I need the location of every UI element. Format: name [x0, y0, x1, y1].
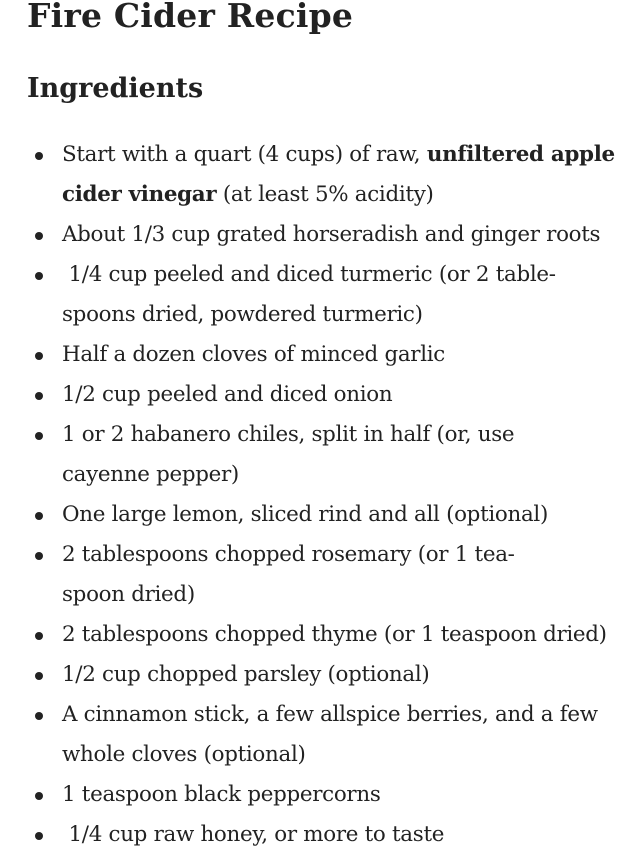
ingredient-item	[0, 815, 640, 855]
bullet-icon	[35, 632, 43, 640]
ingredient-text: 1/2 cup peeled and diced onion	[62, 382, 393, 407]
ingredient-text: Half a dozen cloves of minced garlic	[62, 342, 445, 367]
ingredient-text: One large lemon, sliced rind and all (optional)	[62, 502, 549, 527]
ingredient-text: 1 or 2 habanero chiles, split in half (or, use	[62, 422, 515, 447]
ingredient-text-continued: whole cloves (optional)	[62, 742, 306, 767]
bullet-icon	[35, 712, 43, 720]
ingredient-list	[0, 135, 640, 855]
bullet-icon	[35, 432, 43, 440]
ingredient-item	[0, 495, 640, 535]
ingredients-heading: Ingredients	[27, 73, 204, 104]
ingredient-text: 2 tablespoons chopped rosemary (or 1 tea-	[62, 542, 515, 567]
ingredient-line	[62, 175, 636, 215]
page-title: Fire Cider Recipe	[27, 0, 354, 35]
ingredient-text: (at least 5% acidity)	[216, 182, 434, 207]
ingredient-item	[0, 415, 640, 495]
ingredient-text-continued: spoons dried, powdered turmeric)	[62, 302, 423, 327]
ingredient-item-vinegar	[0, 135, 640, 215]
ingredient-text: Start with a quart (4 cups) of raw,	[62, 142, 427, 167]
bullet-icon	[35, 392, 43, 400]
ingredient-line	[62, 135, 636, 175]
ingredient-text: About 1/3 cup grated horseradish and ginger roots	[62, 222, 601, 247]
bullet-icon	[35, 272, 43, 280]
bullet-icon	[35, 672, 43, 680]
bullet-icon	[35, 512, 43, 520]
ingredient-item	[0, 535, 640, 615]
ingredient-text-continued: spoon dried)	[62, 582, 195, 607]
ingredient-item	[0, 375, 640, 415]
ingredient-item	[0, 695, 640, 775]
bullet-icon	[35, 352, 43, 360]
ingredient-item	[0, 255, 640, 335]
ingredient-text: 1/2 cup chopped parsley (optional)	[62, 662, 430, 687]
ingredient-text: 1/4 cup peeled and diced turmeric (or 2 table-	[62, 262, 556, 287]
bullet-icon	[35, 152, 43, 160]
bullet-icon	[35, 792, 43, 800]
bullet-icon	[35, 552, 43, 560]
ingredient-text-continued: cayenne pepper)	[62, 462, 239, 487]
ingredient-emphasis: unfiltered apple	[426, 142, 615, 167]
ingredient-text: 2 tablespoons chopped thyme (or 1 teaspoon dried)	[62, 622, 607, 647]
bullet-icon	[35, 232, 43, 240]
ingredient-item	[0, 215, 640, 255]
ingredient-text: A cinnamon stick, a few allspice berries, and a few	[62, 702, 598, 727]
bullet-icon	[35, 832, 43, 840]
ingredient-emphasis: cider vinegar	[62, 182, 217, 207]
ingredient-item	[0, 655, 640, 695]
ingredient-item	[0, 615, 640, 655]
ingredient-text: 1/4 cup raw honey, or more to taste	[62, 822, 445, 847]
ingredient-item	[0, 335, 640, 375]
ingredient-item	[0, 775, 640, 815]
ingredient-text: 1 teaspoon black peppercorns	[62, 782, 381, 807]
